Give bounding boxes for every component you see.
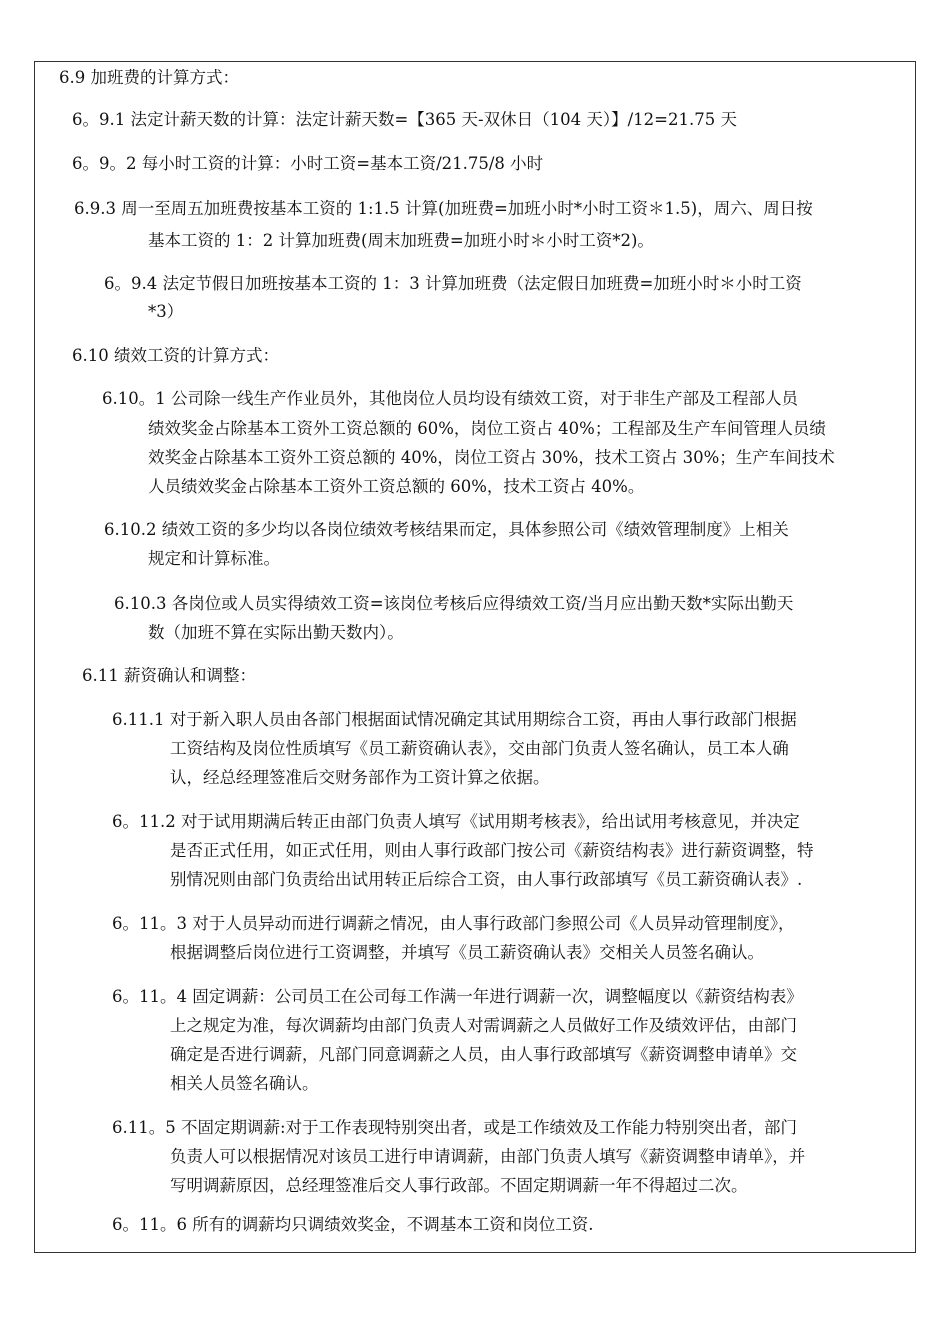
section-heading-6-9: 6.9 加班费的计算方式： — [59, 68, 239, 87]
clause-6-10-1-line-2: 绩效奖金占除基本工资外工资总额的 60%，岗位工资占 40%；工程部及生产车间管理人员绩 — [148, 419, 826, 438]
clause-6-9-2: 6。9。2 每小时工资的计算：小时工资=基本工资/21.75/8 小时 — [72, 154, 544, 173]
clause-6-9-4-line-2: *3） — [148, 302, 184, 321]
clause-6-11-3-line-1: 6。11。3 对于人员异动而进行调薪之情况，由人事行政部门参照公司《人员异动管理制度》， — [112, 914, 795, 933]
clause-6-11-5-line-1: 6.11。5 不固定期调薪:对于工作表现特别突出者，或是工作绩效及工作能力特别突出者，部门 — [112, 1118, 798, 1137]
clause-6-11-2-line-1: 6。11.2 对于试用期满后转正由部门负责人填写《试用期考核表》，给出试用考核意见，并决定 — [112, 812, 800, 831]
section-heading-6-11: 6.11 薪资确认和调整： — [82, 666, 256, 685]
clause-6-10-2-line-2: 规定和计算标准。 — [148, 549, 280, 568]
clause-6-10-1-line-1: 6.10。1 公司除一线生产作业员外，其他岗位人员均设有绩效工资，对于非生产部及工程部人员 — [102, 389, 798, 408]
clause-6-11-4-line-1: 6。11。4 固定调薪：公司员工在公司每工作满一年进行调薪一次，调整幅度以《薪资结构表》 — [112, 987, 803, 1006]
clause-6-9-4-line-1: 6。9.4 法定节假日加班按基本工资的 1：3 计算加班费（法定假日加班费=加班小时＊小时工资 — [104, 274, 802, 293]
clause-6-10-1-line-4: 人员绩效奖金占除基本工资外工资总额的 60%，技术工资占 40%。 — [148, 477, 645, 496]
clause-6-10-3-line-2: 数（加班不算在实际出勤天数内）。 — [148, 623, 404, 642]
clause-6-11-4-line-4: 相关人员签名确认。 — [170, 1074, 319, 1093]
clause-6-9-1: 6。9.1 法定计薪天数的计算：法定计薪天数=【365 天-双休日（104 天）】/12=21.75 天 — [72, 110, 737, 129]
clause-6-11-6: 6。11。6 所有的调薪均只调绩效奖金，不调基本工资和岗位工资. — [112, 1215, 594, 1234]
clause-6-10-1-line-3: 效奖金占除基本工资外工资总额的 40%，岗位工资占 30%，技术工资占 30%；生产车间技术 — [148, 448, 835, 467]
clause-6-11-1-line-2: 工资结构及岗位性质填写《员工薪资确认表》，交由部门负责人签名确认，员工本人确 — [170, 739, 789, 758]
clause-6-11-3-line-2: 根据调整后岗位进行工资调整，并填写《员工薪资确认表》交相关人员签名确认。 — [170, 943, 764, 962]
clause-6-11-2-line-3: 别情况则由部门负责给出试用转正后综合工资，由人事行政部填写《员工薪资确认表》. — [170, 870, 803, 889]
clause-6-11-4-line-3: 确定是否进行调薪，凡部门同意调薪之人员，由人事行政部填写《薪资调整申请单》交 — [170, 1045, 797, 1064]
clause-6-9-3-line-1: 6.9.3 周一至周五加班费按基本工资的 1:1.5 计算(加班费=加班小时*小时工资＊1.5)，周六、周日按 — [74, 199, 813, 218]
clause-6-11-5-line-3: 写明调薪原因，总经理签准后交人事行政部。不固定期调薪一年不得超过二次。 — [170, 1176, 748, 1195]
clause-6-11-4-line-2: 上之规定为准，每次调薪均由部门负责人对需调薪之人员做好工作及绩效评估，由部门 — [170, 1016, 797, 1035]
clause-6-11-1-line-3: 认，经总经理签准后交财务部作为工资计算之依据。 — [170, 768, 550, 787]
clause-6-9-3-line-2: 基本工资的 1：2 计算加班费(周末加班费=加班小时＊小时工资*2)。 — [148, 231, 654, 250]
clause-6-11-5-line-2: 负责人可以根据情况对该员工进行申请调薪，由部门负责人填写《薪资调整申请单》，并 — [170, 1147, 806, 1166]
clause-6-11-1-line-1: 6.11.1 对于新入职人员由各部门根据面试情况确定其试用期综合工资，再由人事行政部门根据 — [112, 710, 797, 729]
clause-6-10-3-line-1: 6.10.3 各岗位或人员实得绩效工资=该岗位考核后应得绩效工资/当月应出勤天数*实际出勤天 — [114, 594, 794, 613]
clause-6-11-2-line-2: 是否正式任用，如正式任用，则由人事行政部门按公司《薪资结构表》进行薪资调整，特 — [170, 841, 814, 860]
clause-6-10-2-line-1: 6.10.2 绩效工资的多少均以各岗位绩效考核结果而定，具体参照公司《绩效管理制度》上相关 — [104, 520, 789, 539]
section-heading-6-10: 6.10 绩效工资的计算方式： — [72, 346, 279, 365]
